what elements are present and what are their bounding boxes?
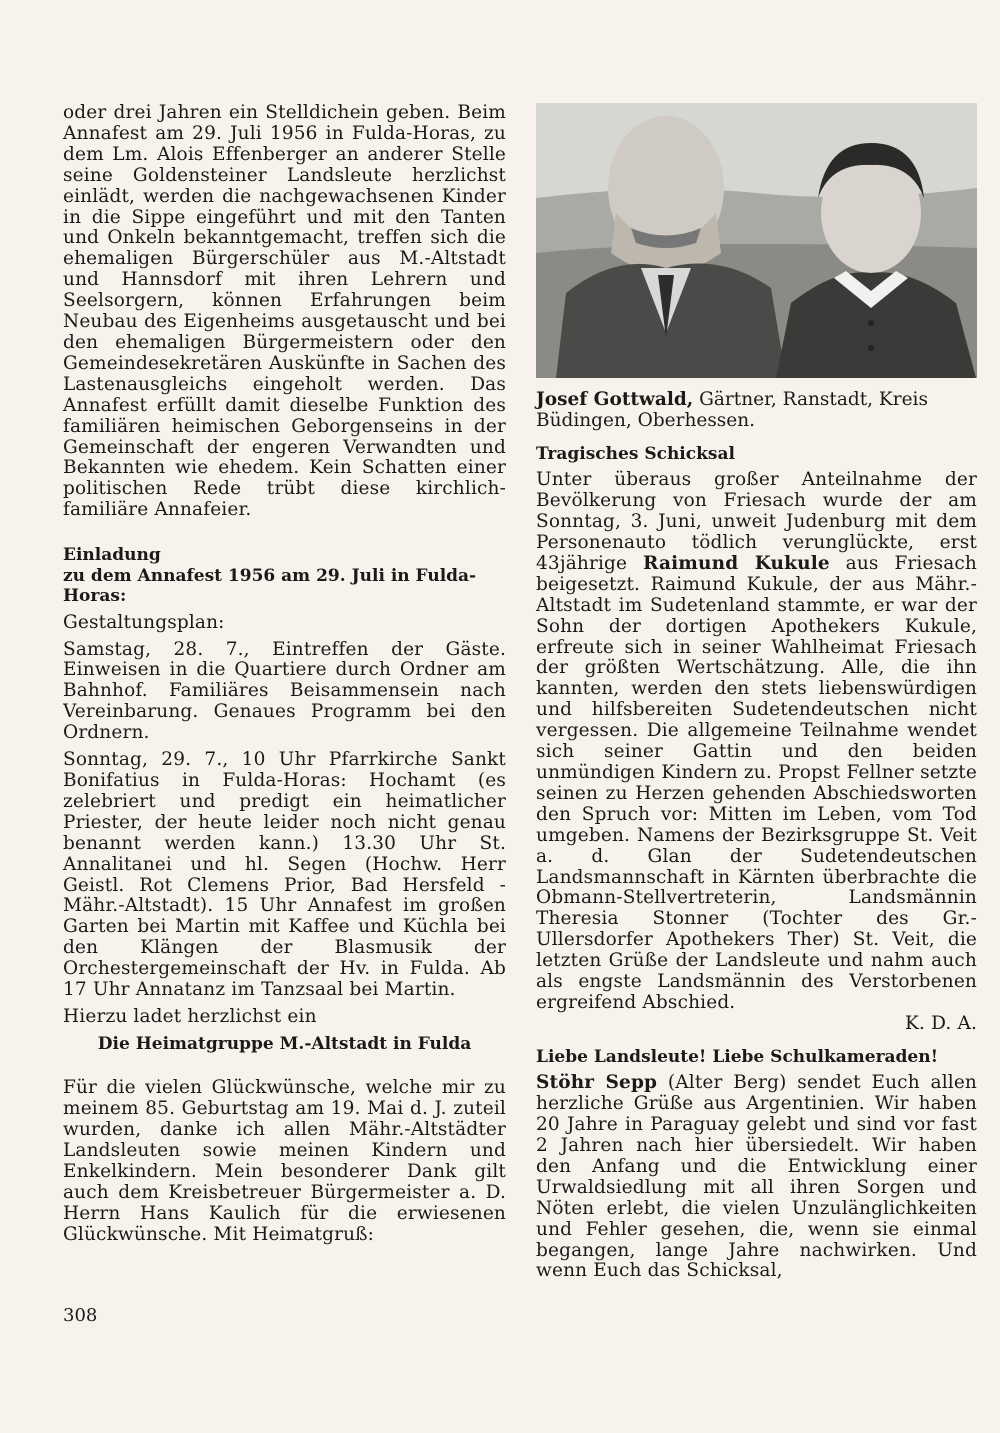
plan-sunday: Sonntag, 29. 7., 10 Uhr Pfarrkirche Sankt Bonifatius in Fulda-Horas: Hochamt (es zelebriert und predigt ein heimatlicher Priester, der heute leider noch nicht genau benannt werden kann.) 13.30 Uhr St. Annalitanei und hl. Segen (Hochw. Herr Geistl. Rot Clemens Prior, Bad Hersfeld - Mähr.-Altstadt). 15 Uhr Annafest im großen Garten bei Martin mit Kaffee und Küchla bei den Klängen der Blasmusik der Orchestergemeinschaft der Hv. in Fulda. Ab 17 Uhr Annatanz im Tanzsaal bei Martin.	[63, 749, 506, 1001]
tragic-text-part2: aus Friesach beigesetzt. Raimund Kukule, der aus Mähr.-Altstadt im Sudetenland stammte, er war der Sohn der dortigen Apothekers Kukule, erfreute sich in seiner Wahlheimat Friesach der größten Wertschätzung. Alle, die ihn kannten, werden den stets liebenswürdigen und hilfsbereiten Sudetendeutschen nicht vergessen. Die allgemeine Teilnahme wendet sich seiner Gattin und den beiden unmündigen Kindern zu. Propst Fellner setzte seinen zu Herzen gehenden Abschiedsworten den Spruch vor: Mitten im Leben, vom Tod umgeben. Namens der Bezirksgruppe St. Veit a. d. Glan der Sudetendeutschen Landsmannschaft in Kärnten überbrachte die Obmann-Stellvertreterin, Landsmännin Theresia Stonner (Tochter des Gr.-Ullersdorfer Apothekers Ther) St. Veit, die letzten Grüße der Landsleute und nahm auch als engste Landsmännin des Verstorbenen ergreifend Abschied.	[536, 552, 977, 1013]
tragic-heading: Tragisches Schicksal	[536, 443, 735, 464]
plan-saturday: Samstag, 28. 7., Eintreffen der Gäste. Einweisen in die Quartiere durch Ordner am Bahnhof. Familiäres Beisammensein nach Vereinbarung. Genaues Programm bei den Ordnern.	[63, 638, 506, 744]
tragic-initials: K. D. A.	[905, 1012, 977, 1034]
greeting-name: Stöhr Sepp	[536, 1072, 658, 1094]
left-column	[63, 103, 506, 1246]
photo-caption-name: Josef Gottwald,	[536, 389, 694, 410]
photo-caption-details: Gärtner, Ranstadt, Kreis Büdingen, Oberhessen.	[536, 389, 928, 431]
thanks-paragraph: Für die vielen Glückwünsche, welche mir zu meinem 85. Geburtstag am 19. Mai d. J. zuteil wurden, danke ich allen Mähr.-Altstädter Landsleuten sowie meinen Kindern und Enkelkindern. Mein besonderer Dank gilt auch dem Kreisbetreuer Bürgermeister a. D. Herrn Hans Kaulich für die erwiesenen Glückwünsche. Mit Heimatgruß:	[63, 1077, 506, 1245]
invite-line: Hierzu ladet herzlichst ein	[63, 1005, 317, 1027]
greeting-heading: Liebe Landsleute! Liebe Schulkameraden!	[536, 1046, 939, 1067]
invite-signature: Die Heimatgruppe M.-Altstadt in Fulda	[97, 1033, 472, 1054]
portrait-photo-illustration	[536, 103, 977, 378]
invitation-subheading: zu dem Annafest 1956 am 29. Juli in Fulda-Horas:	[63, 565, 477, 607]
tragic-name: Raimund Kukule	[643, 552, 830, 574]
greeting-paragraph	[536, 1073, 977, 1282]
greeting-text: (Alter Berg) sendet Euch allen herzliche Grüße aus Argentinien. Wir haben 20 Jahre in Paraguay gelebt und sind vor fast 2 Jahren nach hier übersiedelt. Wir haben den Anfang und die Entwicklung einer Urwaldsiedlung mit all ihren Sorgen und Nöten erlebt, die vielen Unzulänglichkeiten und Fehler gesehen, die, wenn sie einmal begangen, lange Jahre nachwirken. Und wenn Euch das Schicksal,	[536, 1072, 977, 1282]
page-number: 308	[63, 1305, 98, 1326]
tragic-text-part1: Unter überaus großer Anteilnahme der Bevölkerung von Friesach wurde der am Sonntag, 3. Juni, unweit Judenburg mit dem Personenauto tödlich verunglückte, erst 43jährige	[536, 469, 977, 574]
intro-paragraph: oder drei Jahren ein Stelldichein geben. Beim Annafest am 29. Juli 1956 in Fulda-Horas, zu dem Lm. Alois Effenberger an anderer Stelle seine Goldensteiner Landsleute herzlichst einlädt, werden die nachgewachsenen Kinder in die Sippe eingeführt und mit den Tanten und Onkeln bekanntgemacht, treffen sich die ehemaligen Bürgerschüler aus M.-Altstadt und Hannsdorf mit ihren Lehrern und Seelsorgern, können Erfahrungen beim Neubau des Eigenheims ausgetauscht und bei den ehemaligen Bürgermeistern oder den Gemeindesekretären Auskünfte in Sachen des Lastenausgleichs eingeholt werden. Das Annafest erfüllt damit dieselbe Funktion des familiären heimischen Geborgenseins in der Gemeinschaft der engeren Verwandten und Bekannten wie ehedem. Kein Schatten einer politischen Rede trübt diese kirchlich-familiäre Annafeier.	[63, 102, 506, 521]
tragic-paragraph	[536, 470, 977, 1014]
plan-label: Gestaltungsplan:	[63, 611, 225, 633]
portrait-photo	[536, 103, 977, 378]
right-column	[536, 103, 977, 1282]
photo-caption	[536, 390, 977, 432]
invitation-heading: Einladung	[63, 545, 161, 566]
